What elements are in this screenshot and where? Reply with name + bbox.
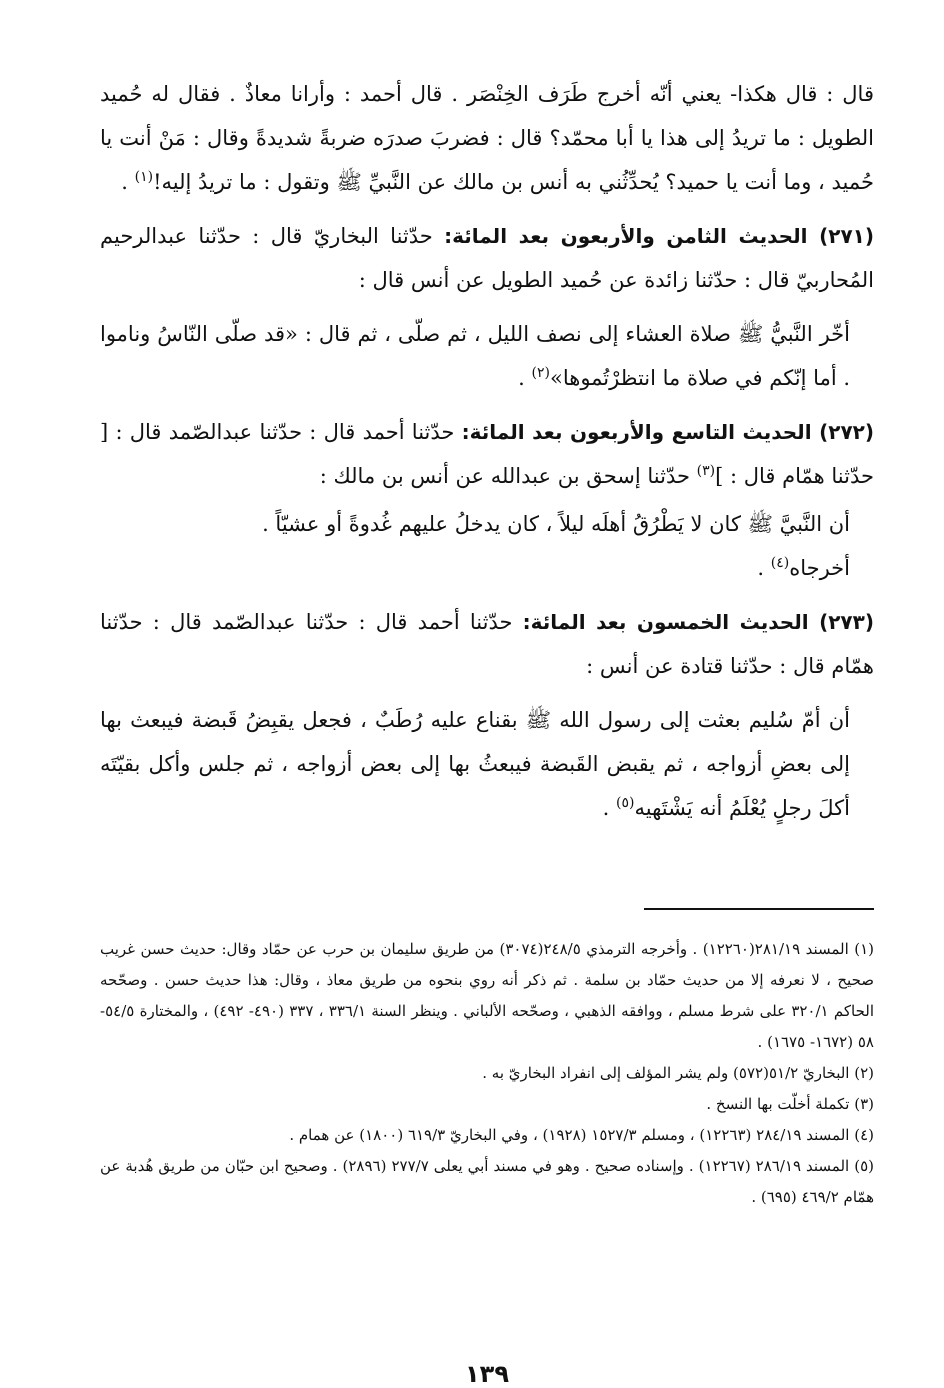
footnote-separator bbox=[644, 908, 874, 910]
outro-text: أخرجاه bbox=[789, 556, 850, 580]
punctuation: . bbox=[602, 796, 617, 820]
isnad-text: حدّثنا إسحق بن عبدالله عن أنس بن مالك : bbox=[319, 464, 697, 488]
footnote-4: (٤) المسند ٢٨٤/١٩ (١٢٢٦٣) ، ومسلم ١٥٢٧/٣ (١٩٢٨) ، وفي البخاريّ ٦١٩/٣ (١٨٠٠) عن همام . bbox=[289, 1126, 874, 1144]
footnote-2: (٢) البخاريّ ٥١/٢(٥٧٢) ولم يشر المؤلف إلى انفراد البخاريّ به . bbox=[482, 1064, 874, 1082]
footnote-ref: (٤) bbox=[770, 555, 790, 571]
isnad-text: حدّثنا أحمد قال : حدّثنا عبدالصّمد قال : [ حدّثنا همّام قال : ] bbox=[100, 420, 874, 488]
punctuation: . bbox=[121, 170, 135, 194]
punctuation: . bbox=[757, 556, 771, 580]
footnote-5: (٥) المسند ٢٨٦/١٩ (١٢٢٦٧) . وإسناده صحيح . وهو في مسند أبي يعلى ٢٧٧/٧ (٢٨٩٦) . وصحيح ابن حبّان من طريق هُدبة عن همّام ٤٦٩/٢ (٦٩٥) . bbox=[100, 1157, 874, 1206]
hadith-title: (٢٧١) الحديث الثامن والأربعون بعد المائة: bbox=[444, 224, 874, 248]
matn-text: أن النَّبيَّ ﷺ كان لا يَطْرُقُ أهلَه ليلاً ، كان يدخلُ عليهم غُدوةً أو عشيّاً . bbox=[262, 512, 850, 536]
hadith-272-matn bbox=[100, 502, 874, 590]
book-page bbox=[100, 72, 875, 1388]
isnad-text: حدّثنا البخاريّ قال : حدّثنا عبدالرحيم المُحاربيّ قال : حدّثنا زائدة عن حُميد الطويل عن أنس قال : bbox=[100, 224, 874, 292]
footnote-ref: (٢) bbox=[531, 365, 550, 381]
footnote-3: (٣) تكملة أخلّت بها النسخ . bbox=[706, 1095, 874, 1113]
punctuation: . bbox=[518, 366, 532, 390]
isnad-text: حدّثنا أحمد قال : حدّثنا عبدالصّمد قال : حدّثنا همّام قال : حدّثنا قتادة عن أنس : bbox=[100, 610, 874, 678]
paragraph-text: قال : قال هكذا- يعني أنّه أخرج طَرَف الخِنْصَر . قال أحمد : وأرانا معاذٌ . فقال له حُميد الطويل : ما تريدُ إلى هذا يا أبا محمّد؟ قال : فضربَ صدرَه ضربةً شديدةً وقال : مَنْ أنت يا حُميد ، وما أنت يا حميد؟ يُحدِّثُني به أنس بن مالك عن النَّبيِّ ﷺ وتقول : ما تريدُ إليه! bbox=[100, 82, 874, 194]
hadith-271-isnad bbox=[100, 214, 874, 302]
hadith-title: (٢٧٣) الحديث الخمسون بعد المائة: bbox=[522, 610, 874, 634]
hadith-272-isnad bbox=[100, 410, 874, 498]
footnote-ref: (١) bbox=[134, 169, 154, 185]
main-text bbox=[100, 72, 874, 830]
footnote-1: (١) المسند ٢٨١/١٩(١٢٢٦٠) . وأخرجه الترمذي ٢٤٨/٥(٣٠٧٤) من طريق سليمان بن حرب عن حمّاد وقال: حديث حسن غريب صحيح ، لا نعرفه إلا من حديث حمّاد بن سلمة . ثم ذكر أنه روي بنحوه من طريق معاذ ، وقال: هذا حديث حسن . وصحّحه الحاكم ٣٢٠/١ على شرط مسلم ، ووافقه الذهبي ، وصحّحه الألباني . وينظر السنة ٣٣٦/١ ، ٣٣٧ (٤٩٠- ٤٩٢) ، والمختارة ٥٤/٥- ٥٨ (١٦٧٢- ١٦٧٥) . bbox=[100, 940, 875, 1051]
hadith-271-matn bbox=[100, 312, 874, 400]
hadith-273-matn bbox=[100, 698, 874, 830]
matn-text: أن أمّ سُليم بعثت إلى رسول الله ﷺ بقناع عليه رُطَبٌ ، فجعل يقبِضُ قَبضة فيبعث بها إلى بعضِ أزواجه ، ثم يقبض القَبضة فيبعثُ بها إلى بعض أزواجه ، ثم جلس وأكل بقيّتَه أكلَ رجلٍ يُعْلَمُ أنه يَشْتَهيه bbox=[100, 708, 850, 820]
hadith-273-isnad bbox=[100, 600, 874, 688]
hadith-title: (٢٧٢) الحديث التاسع والأربعون بعد المائة: bbox=[461, 420, 874, 444]
footnote-ref: (٣) bbox=[696, 463, 716, 479]
matn-text: أخّر النَّبيُّ ﷺ صلاة العشاء إلى نصف الليل ، ثم صلّى ، ثم قال : «قد صلّى النّاسُ وناموا . أما إنّكم في صلاة ما انتظرْتُموها» bbox=[100, 322, 850, 390]
footnote-ref: (٥) bbox=[616, 795, 635, 811]
page-number: ١٣٩ bbox=[465, 1360, 509, 1388]
footnotes bbox=[100, 934, 874, 1213]
paragraph-continuation bbox=[100, 72, 874, 204]
